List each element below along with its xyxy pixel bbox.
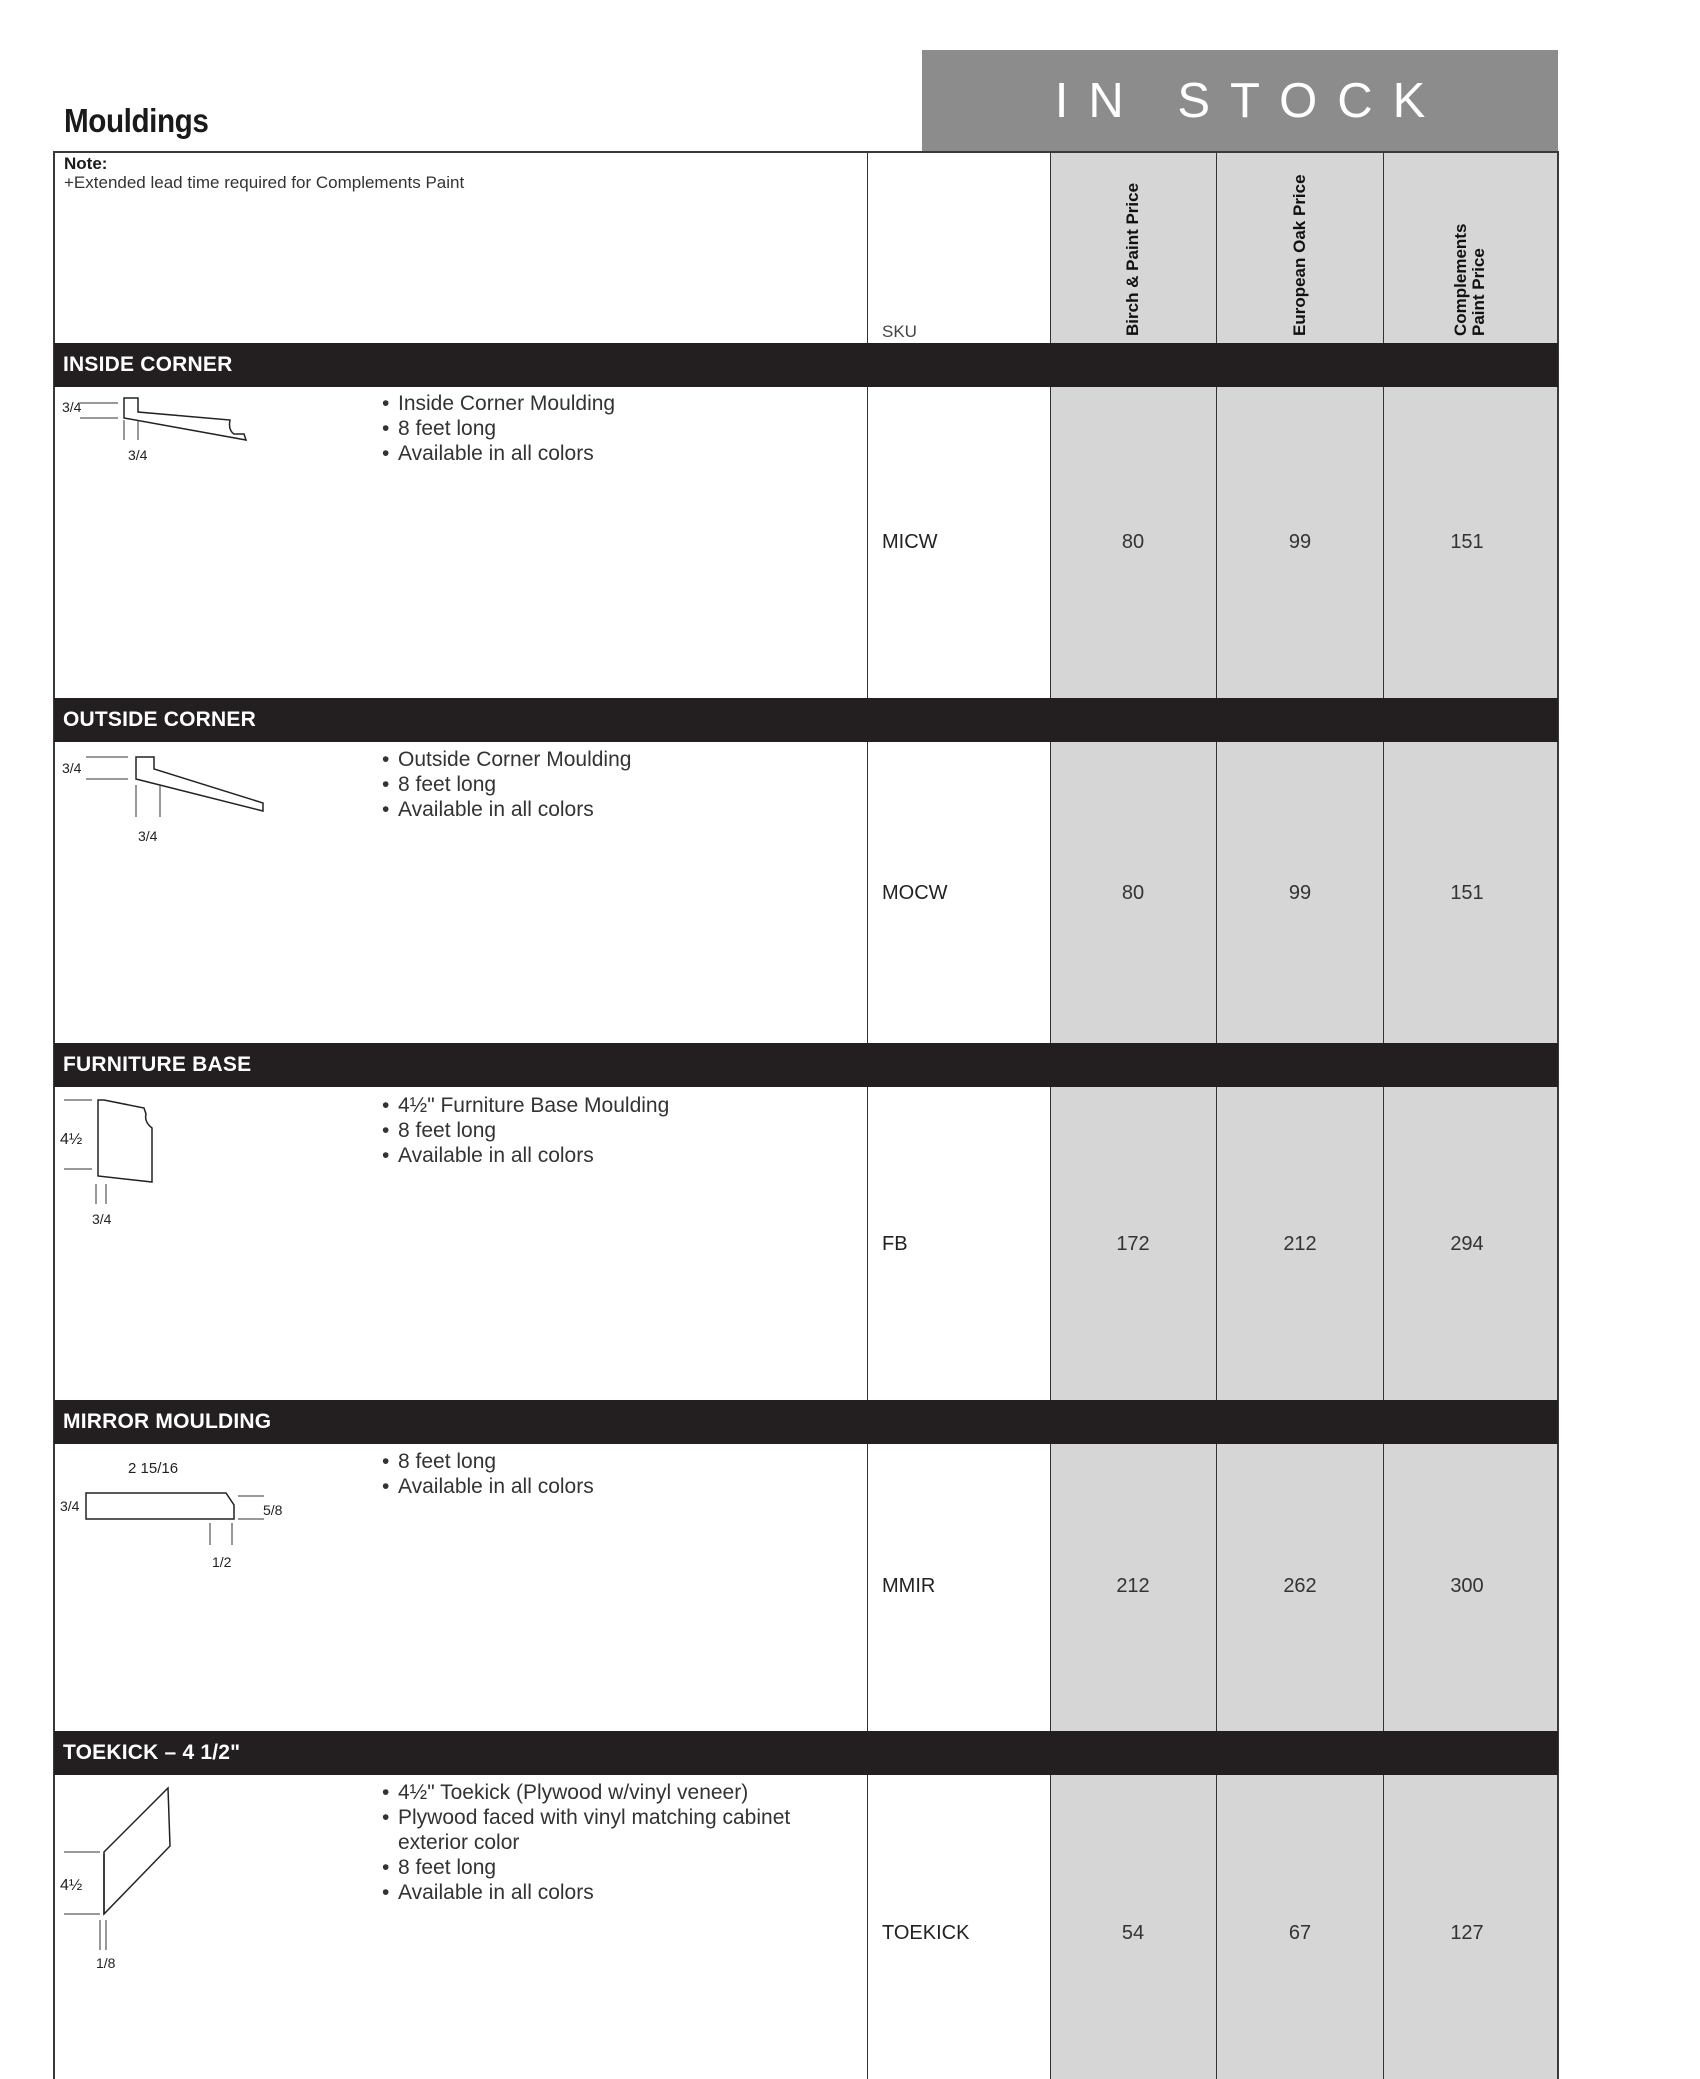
list-item: • Available in all colors bbox=[382, 1474, 822, 1499]
complements-price: 294 bbox=[1450, 1233, 1484, 1255]
section-header-outside-corner: OUTSIDE CORNER bbox=[54, 698, 1558, 742]
complements-price-header bbox=[1452, 224, 1488, 336]
mirror-moulding-features bbox=[382, 1449, 822, 1499]
oak-price: 99 bbox=[1288, 531, 1312, 553]
section-header-furniture-base: FURNITURE BASE bbox=[54, 1043, 1558, 1087]
outside-corner-features bbox=[382, 747, 822, 822]
complements-price: 151 bbox=[1450, 882, 1484, 904]
list-item: • Available in all colors bbox=[382, 797, 822, 822]
oak-price: 262 bbox=[1283, 1575, 1317, 1597]
toekick-features bbox=[382, 1780, 822, 1905]
birch-price: 172 bbox=[1116, 1233, 1150, 1255]
list-item: • 8 feet long bbox=[382, 1449, 822, 1474]
dim-label: 3/4 bbox=[62, 760, 82, 776]
dim-label: 3/4 bbox=[138, 828, 158, 844]
dim-label: 5/8 bbox=[263, 1502, 283, 1518]
sku-value: MICW bbox=[882, 531, 938, 553]
list-item: • Outside Corner Moulding bbox=[382, 747, 822, 772]
divider-birch bbox=[1050, 152, 1051, 2079]
note-label: Note: bbox=[64, 154, 108, 173]
list-item: • 8 feet long bbox=[382, 772, 822, 797]
birch-price: 54 bbox=[1121, 1922, 1145, 1944]
note-text: +Extended lead time required for Complements Paint bbox=[64, 173, 465, 192]
dim-label: 1/2 bbox=[212, 1554, 232, 1570]
list-item: • Inside Corner Moulding bbox=[382, 391, 822, 416]
dim-label: 3/4 bbox=[60, 1498, 80, 1514]
list-item: • 4½" Toekick (Plywood w/vinyl veneer) bbox=[382, 1780, 822, 1805]
sku-value: FB bbox=[882, 1233, 908, 1255]
list-item: • Available in all colors bbox=[382, 1880, 822, 1905]
inside-corner-features bbox=[382, 391, 822, 466]
divider-sku bbox=[867, 152, 868, 2079]
oak-price: 67 bbox=[1288, 1922, 1312, 1944]
dim-label: 3/4 bbox=[62, 399, 82, 415]
dim-label: 4½ bbox=[60, 1877, 83, 1894]
list-item: • Available in all colors bbox=[382, 441, 822, 466]
complements-price: 151 bbox=[1450, 531, 1484, 553]
dim-label: 2 15/16 bbox=[128, 1460, 179, 1477]
dim-label: 1/8 bbox=[96, 1955, 116, 1971]
birch-column-bg bbox=[1050, 151, 1216, 2079]
section-header-inside-corner: INSIDE CORNER bbox=[54, 343, 1558, 387]
complements-header-line2: Paint Price bbox=[1469, 248, 1488, 336]
inside-corner-diagram bbox=[58, 390, 278, 480]
list-item: • Available in all colors bbox=[382, 1143, 822, 1168]
oak-column-bg bbox=[1217, 151, 1383, 2079]
section-header-mirror-moulding: MIRROR MOULDING bbox=[54, 1400, 1558, 1444]
page-title: Mouldings bbox=[64, 102, 209, 139]
dim-label: 3/4 bbox=[128, 447, 148, 463]
table-top-border bbox=[53, 151, 1559, 153]
mirror-moulding-diagram bbox=[58, 1453, 308, 1583]
list-item: • 8 feet long bbox=[382, 1855, 822, 1880]
birch-price-header: Birch & Paint Price bbox=[1123, 182, 1142, 336]
sku-value: MMIR bbox=[882, 1575, 936, 1597]
divider-complements bbox=[1383, 152, 1384, 2079]
sku-column-header: SKU bbox=[882, 322, 917, 341]
divider-oak bbox=[1216, 152, 1217, 2079]
complements-column-bg bbox=[1384, 151, 1557, 2079]
list-item: • 4½" Furniture Base Moulding bbox=[382, 1093, 822, 1118]
dim-label: 3/4 bbox=[92, 1211, 112, 1227]
list-item: • 8 feet long bbox=[382, 1118, 822, 1143]
list-item: • 8 feet long bbox=[382, 416, 822, 441]
outside-corner-diagram bbox=[58, 745, 288, 855]
birch-price: 80 bbox=[1121, 882, 1145, 904]
in-stock-banner: IN STOCK bbox=[922, 50, 1558, 151]
complements-price: 127 bbox=[1450, 1922, 1484, 1944]
sku-value: MOCW bbox=[882, 882, 948, 904]
toekick-diagram bbox=[58, 1782, 208, 1982]
complements-header-line1: Complements bbox=[1451, 223, 1470, 336]
complements-price: 300 bbox=[1450, 1575, 1484, 1597]
furniture-base-features bbox=[382, 1093, 822, 1168]
oak-price-header: European Oak Price bbox=[1290, 174, 1309, 336]
oak-price: 212 bbox=[1283, 1233, 1317, 1255]
birch-price: 212 bbox=[1116, 1575, 1150, 1597]
sku-value: TOEKICK bbox=[882, 1922, 970, 1944]
table-left-border bbox=[53, 151, 55, 2079]
list-item: • Plywood faced with vinyl matching cabinet exterior color bbox=[382, 1805, 822, 1855]
table-right-border bbox=[1557, 151, 1559, 2079]
furniture-base-diagram bbox=[58, 1096, 178, 1246]
birch-price: 80 bbox=[1121, 531, 1145, 553]
dim-label: 4½ bbox=[60, 1131, 83, 1148]
oak-price: 99 bbox=[1288, 882, 1312, 904]
section-header-toekick: TOEKICK – 4 1/2" bbox=[54, 1731, 1558, 1775]
